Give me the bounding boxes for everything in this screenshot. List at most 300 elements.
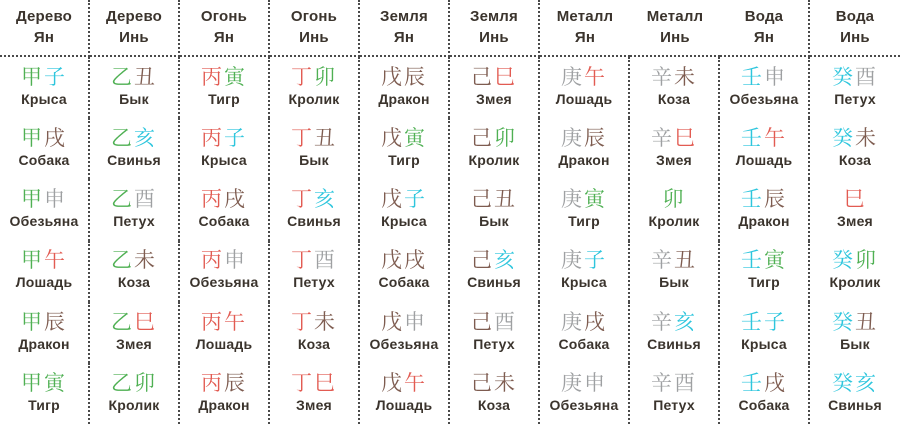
animal-label: Коза — [838, 152, 872, 169]
hanzi-char: 癸 — [832, 248, 855, 273]
hanzi-char: 巳 — [134, 309, 157, 334]
column-header — [0, 0, 90, 57]
pillar-hanzi — [651, 66, 697, 89]
hanzi-char: 申 — [764, 64, 787, 89]
pillar-hanzi — [561, 372, 607, 395]
pillar-hanzi — [651, 127, 697, 150]
pillar-hanzi — [21, 66, 67, 89]
animal-label: Свинья — [828, 396, 882, 413]
animal-label: Обезьяна — [369, 335, 439, 352]
hanzi-char: 亥 — [855, 370, 878, 395]
hanzi-char: 癸 — [832, 370, 855, 395]
hanzi-char: 巳 — [843, 187, 867, 212]
column-polarity-label: Ян — [213, 28, 235, 46]
pillar-cell — [720, 57, 810, 118]
pillar-cell — [450, 179, 540, 240]
pillar-hanzi — [741, 372, 787, 395]
column-element-label: Огонь — [200, 8, 248, 26]
pillar-cell — [0, 363, 90, 424]
column-header — [180, 0, 270, 57]
pillar-hanzi — [381, 127, 427, 150]
pillar-hanzi — [741, 311, 787, 334]
hanzi-char: 辰 — [404, 64, 427, 89]
column-polarity-label: Инь — [840, 28, 870, 46]
pillar-cell — [450, 118, 540, 179]
pillar-cell — [810, 118, 900, 179]
animal-label: Петух — [653, 396, 695, 413]
pillar-cell — [450, 241, 540, 302]
hanzi-char: 亥 — [314, 187, 337, 212]
pillar-hanzi — [844, 188, 867, 211]
pillar-hanzi — [381, 372, 427, 395]
hanzi-char: 辛 — [651, 309, 674, 334]
hanzi-char: 丙 — [201, 126, 224, 150]
hanzi-char: 己 — [471, 370, 494, 395]
hanzi-char: 戌 — [404, 248, 427, 273]
animal-label: Тигр — [208, 90, 240, 107]
pillar-cell — [630, 241, 720, 302]
hanzi-char: 卯 — [662, 187, 686, 212]
animal-label: Дракон — [738, 213, 790, 230]
pillar-cell — [360, 302, 450, 363]
hanzi-char: 辰 — [584, 126, 607, 150]
animal-label: Лошадь — [15, 274, 73, 291]
pillar-cell — [720, 363, 810, 424]
animal-label: Лошадь — [195, 335, 253, 352]
pillar-hanzi — [201, 311, 247, 334]
column-polarity-label: Инь — [299, 28, 329, 46]
animal-label: Змея — [116, 335, 152, 352]
animal-label: Собака — [198, 213, 250, 230]
hanzi-char: 甲 — [21, 126, 44, 150]
pillar-hanzi — [21, 311, 67, 334]
hanzi-char: 巳 — [314, 370, 337, 395]
hanzi-char: 未 — [494, 370, 517, 395]
animal-label: Обезьяна — [729, 90, 799, 107]
pillar-cell — [630, 302, 720, 363]
pillar-cell — [810, 363, 900, 424]
pillar-cell — [450, 363, 540, 424]
animal-label: Петух — [473, 335, 515, 352]
pillar-cell — [450, 57, 540, 118]
pillar-cell — [360, 241, 450, 302]
hanzi-char: 丑 — [855, 309, 878, 334]
pillar-hanzi — [651, 372, 697, 395]
hanzi-char: 未 — [674, 64, 697, 89]
animal-label: Бык — [659, 274, 689, 291]
animal-label: Лошадь — [555, 90, 613, 107]
hanzi-char: 癸 — [832, 309, 855, 334]
pillar-cell — [90, 179, 180, 240]
hanzi-char: 壬 — [741, 248, 764, 273]
hanzi-char: 酉 — [134, 187, 157, 212]
hanzi-char: 子 — [584, 248, 607, 273]
hanzi-char: 壬 — [741, 370, 764, 395]
pillar-hanzi — [471, 188, 517, 211]
hanzi-char: 丁 — [291, 248, 314, 273]
hanzi-char: 丑 — [674, 248, 697, 273]
column-element-label: Дерево — [15, 8, 73, 26]
hanzi-char: 乙 — [111, 248, 134, 273]
hanzi-char: 壬 — [741, 309, 764, 334]
pillar-hanzi — [291, 188, 337, 211]
column-element-label: Земля — [470, 8, 518, 26]
pillar-cell — [720, 118, 810, 179]
animal-label: Петух — [293, 274, 335, 291]
pillar-cell — [270, 57, 360, 118]
pillar-cell — [180, 179, 270, 240]
hanzi-char: 卯 — [855, 248, 878, 273]
pillar-hanzi — [471, 127, 517, 150]
pillar-cell — [540, 363, 630, 424]
hanzi-char: 丁 — [291, 64, 314, 89]
hanzi-char: 辛 — [651, 370, 674, 395]
hanzi-char: 庚 — [561, 187, 584, 212]
pillar-hanzi — [111, 249, 157, 272]
hanzi-char: 酉 — [674, 370, 697, 395]
pillar-cell — [540, 179, 630, 240]
pillar-hanzi — [201, 372, 247, 395]
column-polarity-label: Инь — [119, 28, 149, 46]
pillar-hanzi — [381, 66, 427, 89]
hanzi-char: 乙 — [111, 126, 134, 150]
animal-label: Тигр — [568, 213, 600, 230]
column-element-label: Вода — [835, 8, 875, 26]
animal-label: Дракон — [378, 90, 430, 107]
animal-label: Бык — [840, 335, 870, 352]
column-header — [270, 0, 360, 57]
hanzi-char: 亥 — [674, 309, 697, 334]
hanzi-char: 甲 — [21, 248, 44, 273]
hanzi-char: 申 — [584, 370, 607, 395]
hanzi-char: 己 — [471, 187, 494, 212]
animal-label: Обезьяна — [189, 274, 259, 291]
hanzi-char: 未 — [134, 248, 157, 273]
pillar-hanzi — [651, 311, 697, 334]
pillar-hanzi — [291, 311, 337, 334]
hanzi-char: 酉 — [494, 309, 517, 334]
hanzi-char: 丁 — [291, 126, 314, 150]
pillar-hanzi — [201, 249, 247, 272]
animal-label: Свинья — [647, 335, 701, 352]
hanzi-char: 丑 — [134, 64, 157, 89]
pillar-cell — [90, 57, 180, 118]
pillar-cell — [630, 179, 720, 240]
column-element-label: Вода — [744, 8, 784, 26]
animal-label: Собака — [378, 274, 430, 291]
pillar-cell — [270, 179, 360, 240]
pillar-cell — [630, 363, 720, 424]
pillar-hanzi — [741, 66, 787, 89]
pillar-hanzi — [561, 249, 607, 272]
pillar-cell — [0, 241, 90, 302]
animal-label: Крыса — [741, 335, 787, 352]
hanzi-char: 甲 — [21, 370, 44, 395]
hanzi-char: 亥 — [494, 248, 517, 273]
pillar-cell — [0, 302, 90, 363]
pillar-hanzi — [471, 66, 517, 89]
pillar-cell — [90, 363, 180, 424]
pillar-hanzi — [832, 66, 878, 89]
pillar-hanzi — [201, 66, 247, 89]
animal-label: Собака — [738, 396, 790, 413]
hanzi-char: 午 — [764, 126, 787, 150]
hanzi-char: 己 — [471, 309, 494, 334]
animal-label: Собака — [558, 335, 610, 352]
pillar-hanzi — [291, 372, 337, 395]
hanzi-char: 丁 — [291, 309, 314, 334]
animal-label: Кролик — [468, 152, 520, 169]
hanzi-char: 辛 — [651, 126, 674, 150]
animal-label: Тигр — [748, 274, 780, 291]
hanzi-char: 申 — [224, 248, 247, 273]
pillar-cell — [270, 302, 360, 363]
animal-label: Змея — [476, 90, 512, 107]
hanzi-char: 未 — [314, 309, 337, 334]
animal-label: Дракон — [558, 152, 610, 169]
hanzi-char: 巳 — [674, 126, 697, 150]
pillar-cell — [630, 118, 720, 179]
hanzi-char: 壬 — [741, 126, 764, 150]
hanzi-char: 亥 — [134, 126, 157, 150]
animal-label: Коза — [297, 335, 331, 352]
animal-label: Змея — [837, 213, 873, 230]
hanzi-char: 己 — [471, 64, 494, 89]
hanzi-char: 戊 — [381, 64, 404, 89]
pillar-cell — [720, 179, 810, 240]
animal-label: Лошадь — [375, 396, 433, 413]
column-header — [450, 0, 540, 57]
hanzi-char: 子 — [44, 64, 67, 89]
pillar-cell — [720, 241, 810, 302]
pillar-cell — [450, 302, 540, 363]
hanzi-char: 辰 — [764, 187, 787, 212]
pillar-cell — [810, 179, 900, 240]
hanzi-char: 辛 — [651, 248, 674, 273]
pillar-cell — [360, 179, 450, 240]
pillar-cell — [540, 241, 630, 302]
hanzi-char: 戊 — [381, 187, 404, 212]
hanzi-char: 卯 — [314, 64, 337, 89]
pillar-hanzi — [832, 311, 878, 334]
pillar-cell — [810, 302, 900, 363]
pillar-cell — [630, 57, 720, 118]
hanzi-char: 丑 — [314, 126, 337, 150]
column-element-label: Дерево — [105, 8, 163, 26]
hanzi-char: 庚 — [561, 309, 584, 334]
animal-label: Кролик — [648, 213, 700, 230]
column-polarity-label: Инь — [479, 28, 509, 46]
hanzi-char: 丙 — [201, 309, 224, 334]
animal-label: Крыса — [561, 274, 607, 291]
pillar-cell — [540, 118, 630, 179]
pillar-cell — [810, 57, 900, 118]
pillar-hanzi — [741, 249, 787, 272]
hanzi-char: 子 — [764, 309, 787, 334]
animal-label: Бык — [479, 213, 509, 230]
animal-label: Бык — [299, 152, 329, 169]
column-polarity-label: Ян — [393, 28, 415, 46]
column-header — [90, 0, 180, 57]
pillar-cell — [360, 57, 450, 118]
pillar-hanzi — [471, 311, 517, 334]
hanzi-char: 庚 — [561, 370, 584, 395]
hanzi-char: 申 — [404, 309, 427, 334]
hanzi-char: 丁 — [291, 187, 314, 212]
animal-label: Крыса — [21, 90, 67, 107]
hanzi-char: 丁 — [291, 370, 314, 395]
pillar-hanzi — [471, 372, 517, 395]
pillar-cell — [180, 118, 270, 179]
animal-label: Собака — [18, 152, 70, 169]
pillar-hanzi — [381, 249, 427, 272]
pillar-cell — [360, 363, 450, 424]
hanzi-char: 卯 — [134, 370, 157, 395]
pillar-cell — [270, 118, 360, 179]
hanzi-char: 丙 — [201, 370, 224, 395]
pillar-hanzi — [561, 311, 607, 334]
pillar-hanzi — [201, 127, 247, 150]
hanzi-char: 己 — [471, 126, 494, 150]
animal-label: Кролик — [108, 396, 160, 413]
animal-label: Змея — [296, 396, 332, 413]
animal-label: Обезьяна — [9, 213, 79, 230]
hanzi-char: 寅 — [764, 248, 787, 273]
pillar-cell — [180, 241, 270, 302]
hanzi-char: 午 — [584, 64, 607, 89]
hanzi-char: 甲 — [21, 309, 44, 334]
hanzi-char: 丙 — [201, 64, 224, 89]
pillar-hanzi — [291, 249, 337, 272]
animal-label: Свинья — [287, 213, 341, 230]
animal-label: Кролик — [829, 274, 881, 291]
hanzi-char: 酉 — [855, 64, 878, 89]
hanzi-char: 乙 — [111, 187, 134, 212]
hanzi-char: 戌 — [44, 126, 67, 150]
hanzi-char: 寅 — [404, 126, 427, 150]
hanzi-char: 壬 — [741, 64, 764, 89]
hanzi-char: 丙 — [201, 187, 224, 212]
hanzi-char: 乙 — [111, 370, 134, 395]
hanzi-char: 酉 — [314, 248, 337, 273]
pillar-hanzi — [111, 311, 157, 334]
pillar-hanzi — [832, 249, 878, 272]
pillar-hanzi — [21, 249, 67, 272]
pillar-hanzi — [21, 188, 67, 211]
hanzi-char: 癸 — [832, 126, 855, 150]
hanzi-char: 乙 — [111, 64, 134, 89]
pillar-hanzi — [471, 249, 517, 272]
animal-label: Лошадь — [735, 152, 793, 169]
pillar-cell — [360, 118, 450, 179]
column-polarity-label: Инь — [660, 28, 690, 46]
column-header — [810, 0, 900, 57]
hanzi-char: 午 — [44, 248, 67, 273]
animal-label: Бык — [119, 90, 149, 107]
pillar-cell — [0, 57, 90, 118]
hanzi-char: 庚 — [561, 126, 584, 150]
pillar-hanzi — [561, 188, 607, 211]
pillar-cell — [90, 302, 180, 363]
pillar-hanzi — [201, 188, 247, 211]
hanzi-char: 甲 — [21, 187, 44, 212]
pillar-hanzi — [111, 372, 157, 395]
pillar-hanzi — [381, 311, 427, 334]
hanzi-char: 甲 — [21, 64, 44, 89]
animal-label: Коза — [117, 274, 151, 291]
animal-label: Свинья — [107, 152, 161, 169]
animal-label: Крыса — [381, 213, 427, 230]
pillar-hanzi — [21, 372, 67, 395]
pillar-cell — [0, 118, 90, 179]
pillar-cell — [180, 302, 270, 363]
pillar-hanzi — [663, 188, 686, 211]
column-header — [360, 0, 450, 57]
animal-label: Змея — [656, 152, 692, 169]
pillar-hanzi — [561, 127, 607, 150]
pillar-cell — [90, 118, 180, 179]
column-element-label: Металл — [646, 8, 704, 26]
animal-label: Кролик — [288, 90, 340, 107]
column-element-label: Земля — [380, 8, 428, 26]
hanzi-char: 戌 — [224, 187, 247, 212]
pillar-hanzi — [741, 127, 787, 150]
column-header — [720, 0, 810, 57]
pillar-hanzi — [291, 66, 337, 89]
hanzi-char: 子 — [224, 126, 247, 150]
column-header — [540, 0, 630, 57]
animal-label: Петух — [113, 213, 155, 230]
animal-label: Дракон — [198, 396, 250, 413]
pillar-hanzi — [111, 127, 157, 150]
animal-label: Петух — [834, 90, 876, 107]
hanzi-char: 巳 — [494, 64, 517, 89]
hanzi-char: 庚 — [561, 248, 584, 273]
column-polarity-label: Ян — [33, 28, 55, 46]
hanzi-char: 乙 — [111, 309, 134, 334]
pillar-cell — [90, 241, 180, 302]
pillar-hanzi — [21, 127, 67, 150]
animal-label: Дракон — [18, 335, 70, 352]
hanzi-char: 午 — [404, 370, 427, 395]
column-polarity-label: Ян — [753, 28, 775, 46]
pillar-hanzi — [741, 188, 787, 211]
hanzi-char: 子 — [404, 187, 427, 212]
pillar-cell — [270, 241, 360, 302]
hanzi-char: 庚 — [561, 64, 584, 89]
hanzi-char: 未 — [855, 126, 878, 150]
hanzi-char: 己 — [471, 248, 494, 273]
hanzi-char: 壬 — [741, 187, 764, 212]
column-header — [630, 0, 720, 57]
animal-label: Коза — [477, 396, 511, 413]
hanzi-char: 辛 — [651, 64, 674, 89]
pillar-hanzi — [111, 66, 157, 89]
column-element-label: Огонь — [290, 8, 338, 26]
pillar-hanzi — [381, 188, 427, 211]
pillar-hanzi — [111, 188, 157, 211]
pillar-hanzi — [651, 249, 697, 272]
pillar-cell — [540, 302, 630, 363]
hanzi-char: 卯 — [494, 126, 517, 150]
hanzi-char: 午 — [224, 309, 247, 334]
pillar-hanzi — [561, 66, 607, 89]
hanzi-char: 丙 — [201, 248, 224, 273]
hanzi-char: 丑 — [494, 187, 517, 212]
pillar-cell — [810, 241, 900, 302]
pillar-hanzi — [291, 127, 337, 150]
hanzi-char: 寅 — [584, 187, 607, 212]
